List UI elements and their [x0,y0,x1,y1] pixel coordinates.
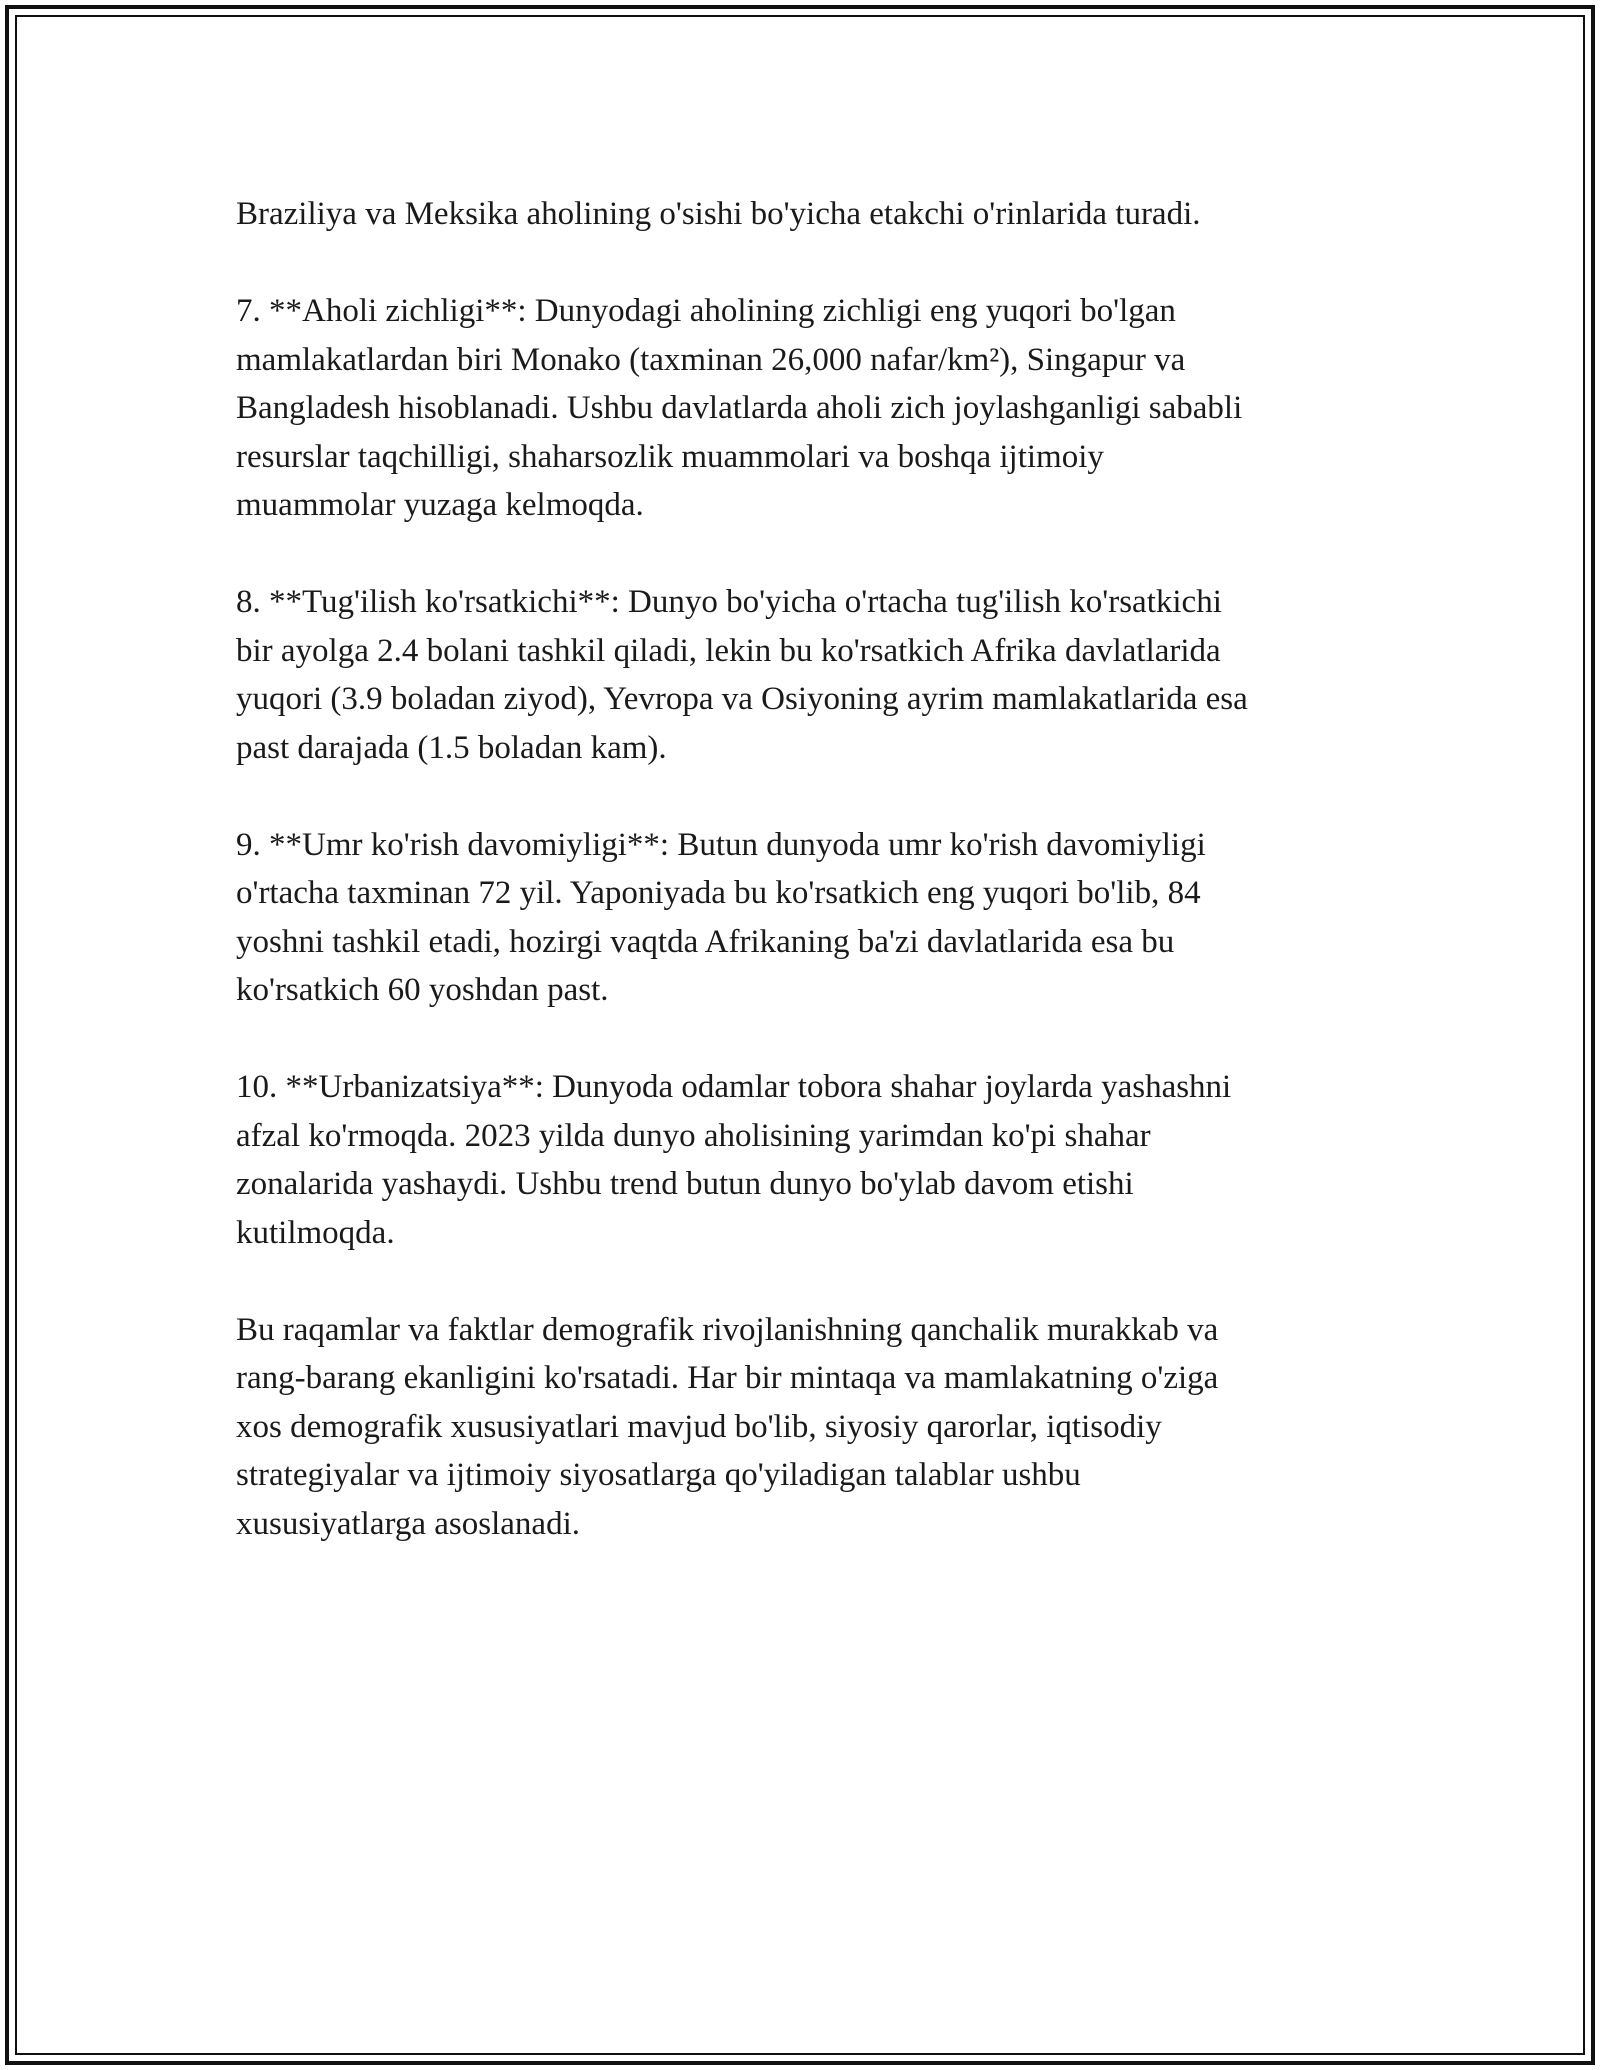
paragraph-urbanization: 10. **Urbanizatsiya**: Dunyoda odamlar tobora shahar joylarda yashashni afzal ko'rmoqda. 2023 yilda dunyo aholisining yarimdan ko'pi shahar zonalarida yashaydi. Ushbu trend butun dunyo bo'ylab davom etishi kutilmoqda. [236,1069,1232,1251]
paragraph-life-expectancy: 9. **Umr ko'rish davomiyligi**: Butun dunyoda umr ko'rish davomiyligi o'rtacha taxminan 72 yil. Yaponiyada bu ko'rsatkich eng yuqori bo'lib, 84 yoshni tashkil etadi, hozirgi vaqtda Afrikaning ba'zi davlatlarida esa bu ko'rsatkich 60 yoshdan past. [236,826,1206,1008]
document-body [236,190,1396,1597]
paragraph-intro: Braziliya va Meksika aholining o'sishi bo'yicha etakchi o'rinlarida turadi. [236,196,1201,232]
paragraph-birth-rate: 8. **Tug'ilish ko'rsatkichi**: Dunyo bo'yicha o'rtacha tug'ilish ko'rsatkichi bir ayolga 2.4 bolani tashkil qiladi, lekin bu ko'rsatkich Afrika davlatlarida yuqori (3.9 boladan ziyod), Yevropa va Osiyoning ayrim mamlakatlarida esa past darajada (1.5 boladan kam). [236,584,1248,766]
paragraph-population-density: 7. **Aholi zichligi**: Dunyodagi aholining zichligi eng yuqori bo'lgan mamlakatlardan biri Monako (taxminan 26,000 nafar/km²), Singapur va Bangladesh hisoblanadi. Ushbu davlatlarda aholi zich joylashganligi sababli resurslar taqchilligi, shaharsozlik muammolari va boshqa ijtimoiy muammolar yuzaga kelmoqda. [236,293,1243,523]
paragraph-conclusion: Bu raqamlar va faktlar demografik rivojlanishning qanchalik murakkab va rang-barang ekanligini ko'rsatadi. Har bir mintaqa va mamlakatning o'ziga xos demografik xususiyatlari mavjud bo'lib, siyosiy qarorlar, iqtisodiy strategiyalar va ijtimoiy siyosatlarga qo'yiladigan talablar ushbu xususiyatlarga asoslanadi. [236,1311,1219,1542]
